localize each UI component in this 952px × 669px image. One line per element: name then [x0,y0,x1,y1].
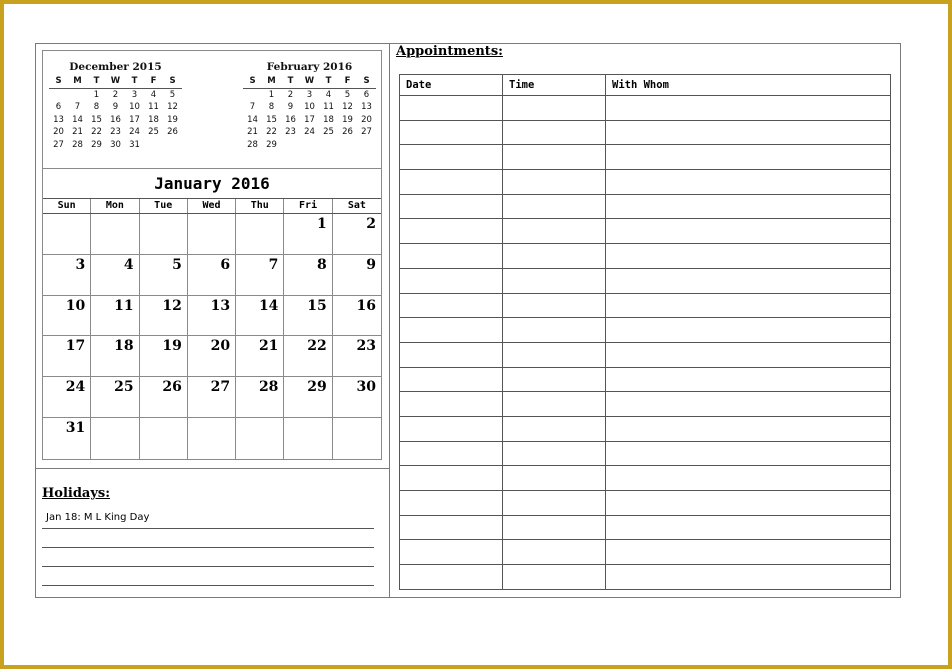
mini-day: 14 [72,114,83,125]
appointment-whom-cell[interactable] [606,540,891,565]
calendar-column [36,44,389,597]
appointment-date-cell[interactable] [400,466,503,491]
mini-day: 22 [91,127,102,137]
appointment-whom-cell[interactable] [606,466,891,491]
appointment-date-cell[interactable] [400,540,503,565]
appointment-time-cell[interactable] [503,491,606,516]
day-number: 8 [316,256,327,273]
mini-day: 26 [342,127,353,137]
day-cell[interactable] [284,418,332,459]
mini-day [319,139,338,152]
day-number: 12 [162,297,182,314]
mini-day: 7 [74,102,81,112]
mini-day: 9 [287,102,294,112]
mini-day: 15 [91,114,102,125]
appointment-row [400,244,891,269]
appointment-time-cell[interactable] [503,219,606,244]
appointment-time-cell[interactable] [503,416,606,441]
appointment-whom-cell[interactable] [606,170,891,195]
mini-day: 5 [344,89,351,100]
mini-day: 24 [129,127,140,137]
mini-day: 19 [342,114,353,125]
appointment-time-cell[interactable] [503,96,606,121]
day-cell[interactable] [236,255,284,296]
appointment-date-cell[interactable] [400,120,503,145]
mini-day: 7 [249,102,256,112]
appointment-time-cell[interactable] [503,145,606,170]
mini-day: 29 [91,139,102,150]
mini-day: 10 [129,102,140,112]
mini-day: 20 [361,114,372,125]
mini-day: 19 [167,114,178,125]
day-number: 27 [210,379,231,396]
appointment-time-cell[interactable] [503,194,606,219]
appointments-rows [400,96,891,590]
mini-day: 21 [247,127,258,137]
day-cell[interactable] [333,214,381,255]
appointment-row [400,120,891,145]
holiday-line[interactable] [42,567,374,586]
mini-day: 9 [112,102,119,112]
mini-day: 5 [169,89,176,100]
appointment-time-cell[interactable] [503,392,606,417]
day-number: 15 [307,297,327,314]
appointment-whom-cell[interactable] [606,416,891,441]
month-weekday-header [43,199,381,214]
appointment-row [400,441,891,466]
day-number: 30 [356,379,376,396]
day-cell[interactable] [43,296,91,337]
day-cell[interactable] [140,418,188,459]
mini-day: 24 [304,127,315,137]
mini-day [300,139,319,152]
day-cell[interactable] [284,336,332,377]
mini-day: 31 [129,139,140,150]
appointment-whom-cell[interactable] [606,392,891,417]
mini-day: 8 [268,102,275,112]
holidays-list [42,510,374,586]
appointment-whom-cell[interactable] [606,441,891,466]
appointment-whom-cell[interactable] [606,491,891,516]
appointments-title: Appointments: [396,44,503,59]
mini-weekday-label: M [267,76,276,86]
weekday-label: Sun [43,199,91,213]
day-cell[interactable] [236,214,284,255]
mini-day: 27 [53,139,64,150]
mini-day: 26 [167,127,178,137]
day-cell[interactable] [91,214,139,255]
mini-calendar-weekdays [243,75,376,89]
day-number: 11 [114,297,134,314]
day-cell[interactable] [333,336,381,377]
day-cell[interactable] [236,336,284,377]
day-number: 5 [172,256,182,273]
mini-day: 17 [304,114,315,125]
mini-day [144,139,163,152]
mini-weekday-label: T [287,76,294,86]
mini-day: 8 [93,102,100,112]
mini-day: 13 [53,114,64,125]
appointment-row [400,416,891,441]
appointment-time-cell[interactable] [503,170,606,195]
mini-day: 22 [266,127,277,137]
day-cell[interactable] [43,377,91,418]
holiday-line[interactable] [42,548,374,567]
day-cell[interactable] [91,296,139,337]
day-number: 22 [307,338,327,355]
mini-weekday-label: T [93,76,100,86]
weekday-label: Thu [236,199,284,213]
day-cell[interactable] [140,377,188,418]
mini-day: 29 [266,139,277,150]
appointment-time-cell[interactable] [503,540,606,565]
mini-weekday-label: S [55,76,62,86]
day-cell[interactable] [333,296,381,337]
day-cell[interactable] [188,336,236,377]
appointment-date-cell[interactable] [400,565,503,590]
appointment-time-cell[interactable] [503,342,606,367]
mini-weekday-label: M [73,76,82,86]
day-cell[interactable] [188,296,236,337]
day-cell[interactable] [43,418,91,459]
appointment-date-cell[interactable] [400,170,503,195]
appointment-row [400,96,891,121]
appointment-date-cell[interactable] [400,268,503,293]
appointment-row [400,565,891,590]
mini-calendar-days [243,89,376,152]
day-cell[interactable] [236,377,284,418]
appointment-time-cell[interactable] [503,318,606,343]
mini-day: 12 [167,102,178,112]
day-cell[interactable] [236,296,284,337]
mini-weekday-label: W [304,76,315,86]
month-day-grid [43,214,381,459]
appointment-time-cell[interactable] [503,565,606,590]
mini-weekday-label: S [169,76,176,86]
appointments-column [390,44,900,597]
appointment-row [400,342,891,367]
appointment-date-cell[interactable] [400,96,503,121]
day-cell[interactable] [140,336,188,377]
appointment-date-cell[interactable] [400,367,503,392]
appointment-row [400,219,891,244]
day-cell[interactable] [284,296,332,337]
mini-day: 23 [285,127,296,137]
day-number: 28 [258,379,279,396]
day-number: 13 [210,297,231,314]
day-cell[interactable] [43,214,91,255]
day-number: 1 [316,216,327,232]
appointment-date-cell[interactable] [400,145,503,170]
holidays-title: Holidays: [42,486,111,501]
mini-weekday-label: W [110,76,121,86]
mini-day: 11 [148,102,159,112]
appointments-table [399,74,891,590]
day-cell[interactable] [140,255,188,296]
appointment-row [400,491,891,516]
column-header-time: Time [503,75,606,96]
day-cell[interactable] [333,255,381,296]
appointment-date-cell[interactable] [400,244,503,269]
mini-day [49,89,68,102]
day-number: 17 [65,338,86,355]
appointment-date-cell[interactable] [400,392,503,417]
mini-day: 25 [323,127,334,137]
day-cell[interactable] [91,336,139,377]
day-number: 20 [210,338,231,355]
appointment-whom-cell[interactable] [606,244,891,269]
day-number: 4 [123,256,134,273]
day-cell[interactable] [188,418,236,459]
mini-calendar-prev [49,61,182,151]
appointment-row [400,318,891,343]
appointment-row [400,392,891,417]
mini-weekday-label: T [131,76,138,86]
appointment-time-cell[interactable] [503,293,606,318]
mini-day: 15 [266,114,277,125]
mini-day: 14 [247,114,258,125]
mini-calendar-title: February 2016 [266,61,353,73]
appointment-row [400,268,891,293]
day-number: 6 [220,256,231,273]
mini-day [281,139,300,152]
mini-day: 18 [148,114,159,125]
mini-weekday-label: F [150,76,157,86]
day-number: 10 [65,297,86,314]
day-cell[interactable] [91,255,139,296]
mini-calendars [42,50,382,169]
appointment-row [400,145,891,170]
mini-day: 25 [148,127,159,137]
day-cell[interactable] [91,418,139,459]
appointment-time-cell[interactable] [503,120,606,145]
appointment-whom-cell[interactable] [606,342,891,367]
appointment-time-cell[interactable] [503,441,606,466]
mini-day: 28 [247,139,258,150]
day-cell[interactable] [188,377,236,418]
appointment-date-cell[interactable] [400,416,503,441]
appointment-whom-cell[interactable] [606,268,891,293]
mini-calendar-title: December 2015 [69,61,162,73]
mini-day: 17 [129,114,140,125]
day-cell[interactable] [43,336,91,377]
mini-day: 1 [268,89,275,100]
mini-day: 4 [150,89,157,100]
mini-weekday-label: S [363,76,370,86]
appointment-row [400,293,891,318]
day-cell[interactable] [284,255,332,296]
mini-day: 3 [131,89,138,100]
appointment-date-cell[interactable] [400,515,503,540]
holidays-divider [36,468,389,469]
mini-day: 11 [323,102,334,112]
mini-day: 6 [363,89,370,100]
appointment-whom-cell[interactable] [606,145,891,170]
mini-day: 2 [112,89,119,100]
appointment-date-cell[interactable] [400,441,503,466]
mini-day: 23 [110,127,121,137]
holiday-line[interactable] [42,529,374,548]
mini-day: 13 [361,102,372,112]
mini-day [163,139,182,152]
weekday-label: Wed [188,199,236,213]
mini-day: 16 [285,114,296,125]
appointment-time-cell[interactable] [503,268,606,293]
mini-day: 1 [93,89,100,100]
mini-weekday-label: F [344,76,351,86]
mini-day [68,89,87,102]
day-number: 3 [75,256,86,273]
day-cell[interactable] [284,214,332,255]
appointment-date-cell[interactable] [400,194,503,219]
appointment-date-cell[interactable] [400,342,503,367]
appointment-whom-cell[interactable] [606,318,891,343]
appointment-date-cell[interactable] [400,219,503,244]
day-number: 25 [114,379,134,396]
day-cell[interactable] [91,377,139,418]
appointment-date-cell[interactable] [400,491,503,516]
appointment-time-cell[interactable] [503,466,606,491]
month-calendar [42,168,382,460]
day-number: 23 [356,338,376,355]
mini-day: 16 [110,114,121,125]
day-number: 7 [268,256,279,273]
day-number: 18 [114,338,134,355]
appointment-time-cell[interactable] [503,244,606,269]
day-cell[interactable] [140,214,188,255]
mini-day: 2 [287,89,294,100]
mini-weekday-label: S [249,76,256,86]
mini-day [338,139,357,152]
appointment-row [400,515,891,540]
column-header-date: Date [400,75,503,96]
mini-day: 27 [361,127,372,137]
appointment-whom-cell[interactable] [606,367,891,392]
planner-sheet [35,43,901,598]
appointment-time-cell[interactable] [503,367,606,392]
mini-calendar-days [49,89,182,152]
mini-calendar-next [243,61,376,151]
appointment-date-cell[interactable] [400,293,503,318]
mini-day: 6 [55,102,62,112]
appointment-row [400,540,891,565]
mini-calendar-weekdays [49,75,182,89]
day-number: 24 [65,379,86,396]
appointment-whom-cell[interactable] [606,96,891,121]
appointment-row [400,367,891,392]
appointments-header-row [400,75,891,96]
mini-day: 30 [110,139,121,150]
day-number: 21 [258,338,279,355]
weekday-label: Sat [347,200,366,211]
mini-day [243,89,262,102]
mini-day: 4 [325,89,332,100]
day-number: 2 [366,216,376,232]
day-number: 16 [356,297,376,314]
appointment-row [400,466,891,491]
day-number: 9 [366,256,376,273]
day-cell[interactable] [140,296,188,337]
appointment-whom-cell[interactable] [606,120,891,145]
mini-day: 12 [342,102,353,112]
mini-day: 10 [304,102,315,112]
appointment-whom-cell[interactable] [606,219,891,244]
mini-day: 28 [72,139,83,150]
day-cell[interactable] [333,418,381,459]
appointment-row [400,170,891,195]
day-cell[interactable] [236,418,284,459]
appointment-whom-cell[interactable] [606,565,891,590]
holiday-line[interactable]: Jan 18: M L King Day [42,510,374,529]
day-cell[interactable] [43,255,91,296]
day-number: 29 [307,379,327,396]
column-header-with-whom: With Whom [606,75,891,96]
day-cell[interactable] [333,377,381,418]
mini-day: 20 [53,127,64,137]
appointment-whom-cell[interactable] [606,515,891,540]
mini-day [357,139,376,152]
mini-day: 21 [72,127,83,137]
month-title: January 2016 [43,169,381,199]
appointment-row [400,194,891,219]
weekday-label: Mon [91,199,139,213]
appointment-whom-cell[interactable] [606,293,891,318]
day-number: 14 [258,297,279,314]
appointment-date-cell[interactable] [400,318,503,343]
mini-day: 18 [323,114,334,125]
appointment-whom-cell[interactable] [606,194,891,219]
day-cell[interactable] [188,255,236,296]
mini-weekday-label: T [325,76,332,86]
weekday-label: Fri [284,199,332,213]
day-number: 19 [162,338,182,355]
appointment-time-cell[interactable] [503,515,606,540]
day-cell[interactable] [284,377,332,418]
weekday-label: Tue [140,199,188,213]
day-number: 26 [162,379,182,396]
day-number: 31 [65,419,86,436]
mini-day: 3 [306,89,313,100]
day-cell[interactable] [188,214,236,255]
